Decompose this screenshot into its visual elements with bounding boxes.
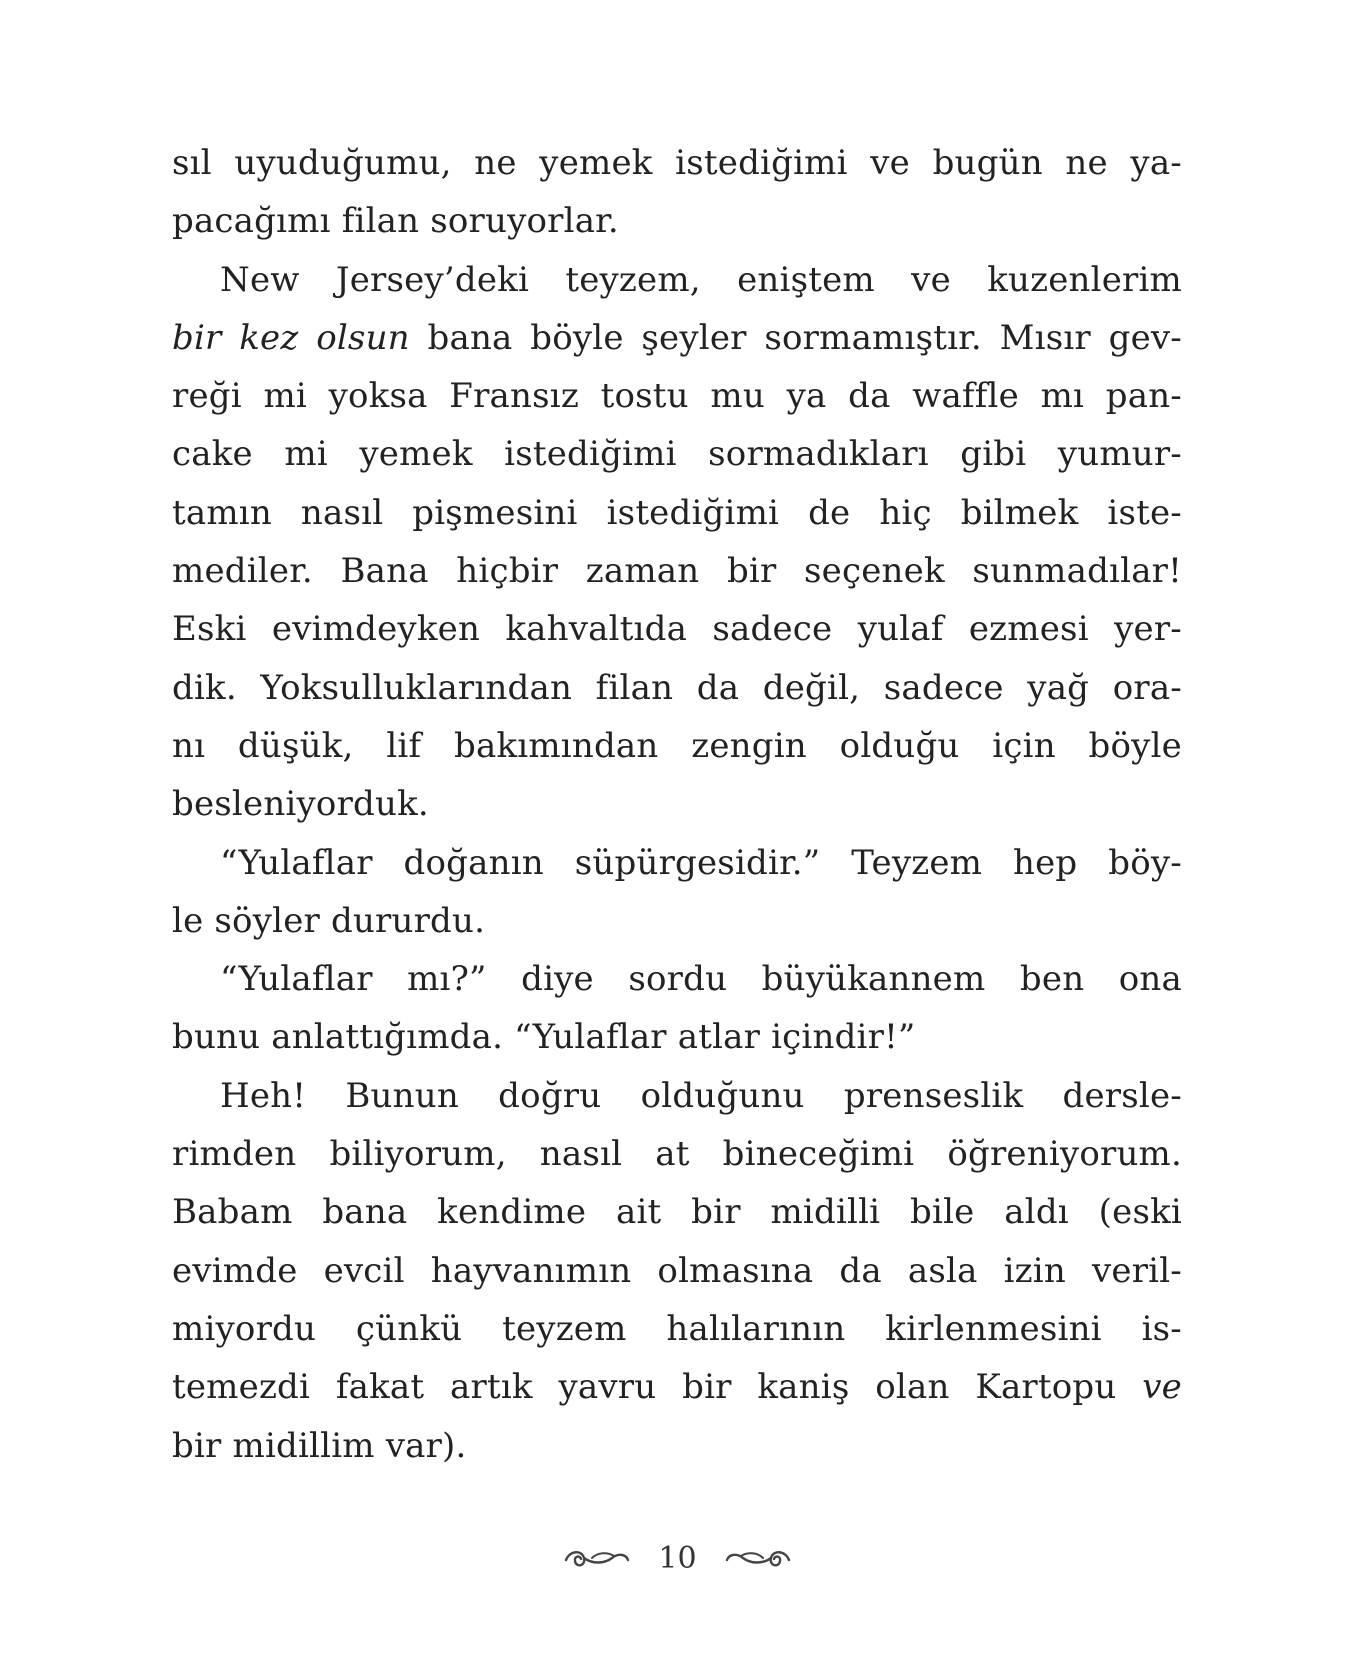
text-run: rimden biliyorum, nasıl at bineceğimi öğreniyorum. [172,1134,1182,1175]
text-line [172,251,1182,309]
text-line [172,134,1182,192]
text-run: bunu anlattığımda. “Yulaflar atlar içindir!” [172,1017,916,1058]
text-line [172,1242,1182,1300]
text-line [172,1183,1182,1241]
text-line [172,1008,1182,1066]
text-run: Heh! Bunun doğru olduğunu prenseslik dersle- [220,1075,1182,1116]
text-run: bir midillim var). [172,1425,467,1466]
text-run: sıl uyuduğumu, ne yemek istediğimi ve bugün ne ya- [172,143,1182,183]
text-run: miyordu çünkü teyzem halılarının kirlenmesini is- [172,1308,1182,1349]
text-line [172,1125,1182,1183]
text-run: Babam bana kendime ait bir midilli bile aldı (eski [172,1192,1182,1233]
text-run: “Yulaflar mı?” diye sordu büyükannem ben ona [220,959,1182,1000]
text-run: bana böyle şeyler sormamıştır. Mısır gev- [409,317,1182,358]
text-run: New Jersey’deki teyzem, eniştem ve kuzenlerim [220,259,1182,300]
text-line [172,192,1182,250]
text-run: reği mi yoksa Fransız tostu mu ya da waffle mı pan- [172,376,1182,417]
text-line [172,834,1182,892]
text-run: temezdi fakat artık yavru bir kaniş olan Kartopu [172,1367,1143,1408]
text-line [172,950,1182,1008]
text-line [172,1417,1182,1475]
text-run: cake mi yemek istediğimi sormadıkları gibi yumur- [172,434,1182,475]
text-run: mediler. Bana hiçbir zaman bir seçenek sunmadılar! [172,551,1182,592]
text-line [172,425,1182,483]
text-run: Eski evimdeyken kahvaltıda sadece yulaf ezmesi yer- [172,609,1182,650]
text-line [172,775,1182,833]
text-run: dik. Yoksulluklarından filan da değil, sadece yağ ora- [172,667,1182,708]
text-line [172,484,1182,542]
text-run: evimde evcil hayvanımın olmasına da asla izin veril- [172,1250,1182,1291]
swirl-ornament-left-icon [562,1546,632,1570]
text-line [172,309,1182,367]
text-line [172,659,1182,717]
text-line [172,1067,1182,1125]
text-line [172,367,1182,425]
italic-text-run: bir kez olsun [172,317,410,358]
text-run: besleniyorduk. [172,784,429,825]
text-run: pacağımı filan soruyorlar. [172,201,619,242]
italic-text-run: ve [1142,1367,1182,1408]
text-run: “Yulaflar doğanın süpürgesidir.” Teyzem hep böy- [220,842,1182,883]
page-number: 10 [658,1540,697,1576]
text-run: tamın nasıl pişmesini istediğimi de hiç bilmek iste- [172,492,1182,533]
text-line [172,717,1182,775]
page-footer [0,1536,1355,1580]
body-text [172,134,1182,1475]
text-run: nı düşük, lif bakımından zengin olduğu için böyle [172,725,1182,766]
text-line [172,1300,1182,1358]
swirl-ornament-right-icon [723,1546,793,1570]
text-line [172,542,1182,600]
text-line [172,600,1182,658]
text-line [172,892,1182,950]
text-run: le söyler dururdu. [172,900,486,941]
text-line [172,1358,1182,1416]
